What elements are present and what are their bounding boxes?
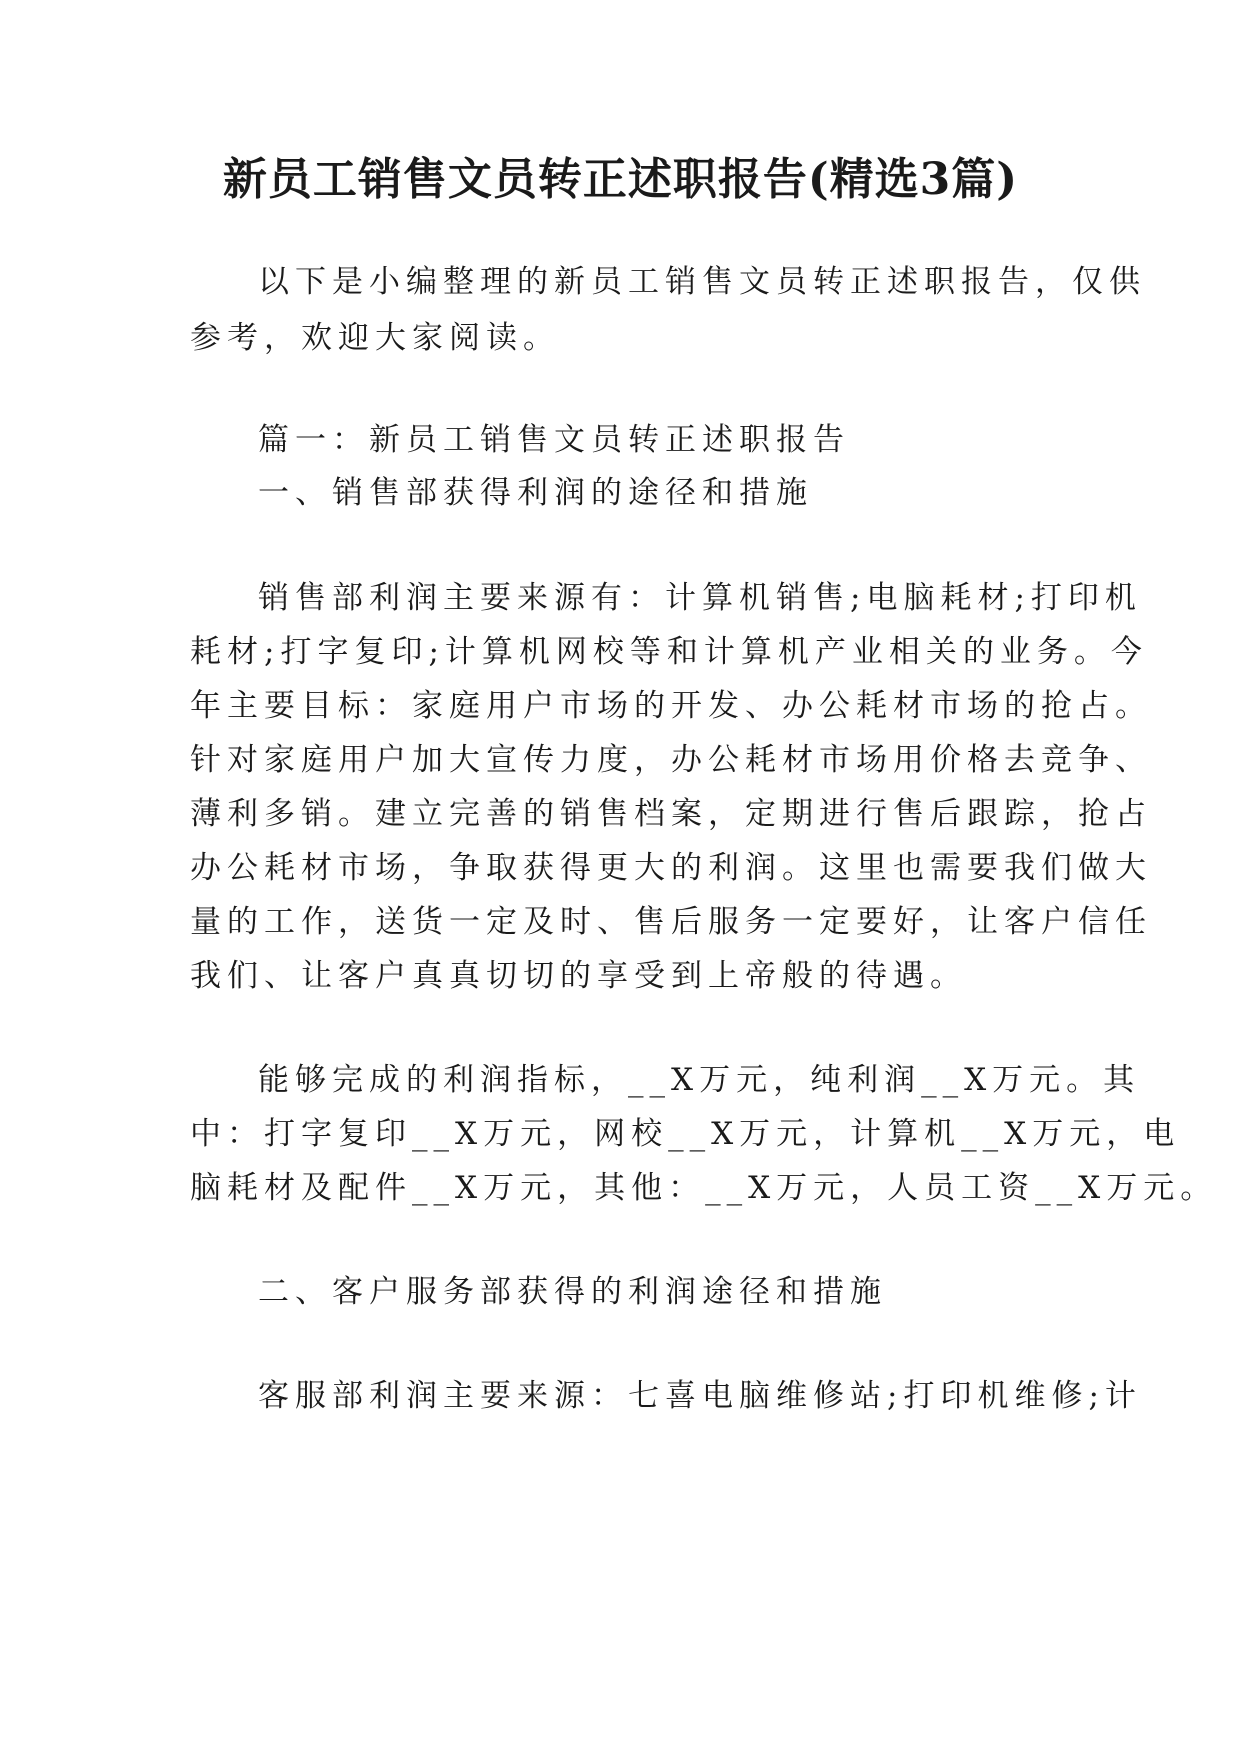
para1-line-7: 量的工作，送货一定及时、售后服务一定要好，让客户信任 — [190, 904, 1152, 940]
heading-1: 一、销售部获得利润的途径和措施 — [258, 475, 813, 511]
para1-line-1: 销售部利润主要来源有：计算机销售;电脑耗材;打印机 — [258, 580, 1142, 616]
para1-line-6: 办公耗材市场，争取获得更大的利润。这里也需要我们做大 — [190, 850, 1152, 886]
intro-line-2: 参考，欢迎大家阅读。 — [190, 320, 560, 356]
para1-line-4: 针对家庭用户加大宣传力度，办公耗材市场用价格去竞争、 — [190, 742, 1152, 778]
para2-line-3: 脑耗材及配件__X万元，其他：__X万元，人员工资__X万元。 — [190, 1170, 1218, 1206]
intro-line-1: 以下是小编整理的新员工销售文员转正述职报告，仅供 — [258, 264, 1146, 300]
para1-line-3: 年主要目标：家庭用户市场的开发、办公耗材市场的抢占。 — [190, 688, 1152, 724]
document-title: 新员工销售文员转正述职报告(精选3篇) — [222, 154, 1019, 205]
para1-line-5: 薄利多销。建立完善的销售档案，定期进行售后跟踪，抢占 — [190, 796, 1152, 832]
para2-line-2: 中：打字复印__X万元，网校__X万元，计算机__X万元，电 — [190, 1116, 1181, 1152]
para2-line-1: 能够完成的利润指标，__X万元，纯利润__X万元。其 — [258, 1062, 1141, 1098]
para3-line-1: 客服部利润主要来源：七喜电脑维修站;打印机维修;计 — [258, 1378, 1142, 1414]
section-title: 篇一：新员工销售文员转正述职报告 — [258, 422, 850, 458]
para1-line-2: 耗材;打字复印;计算机网校等和计算机产业相关的业务。今 — [190, 634, 1148, 670]
para1-line-8: 我们、让客户真真切切的享受到上帝般的待遇。 — [190, 958, 967, 994]
heading-2: 二、客户服务部获得的利润途径和措施 — [258, 1274, 887, 1310]
